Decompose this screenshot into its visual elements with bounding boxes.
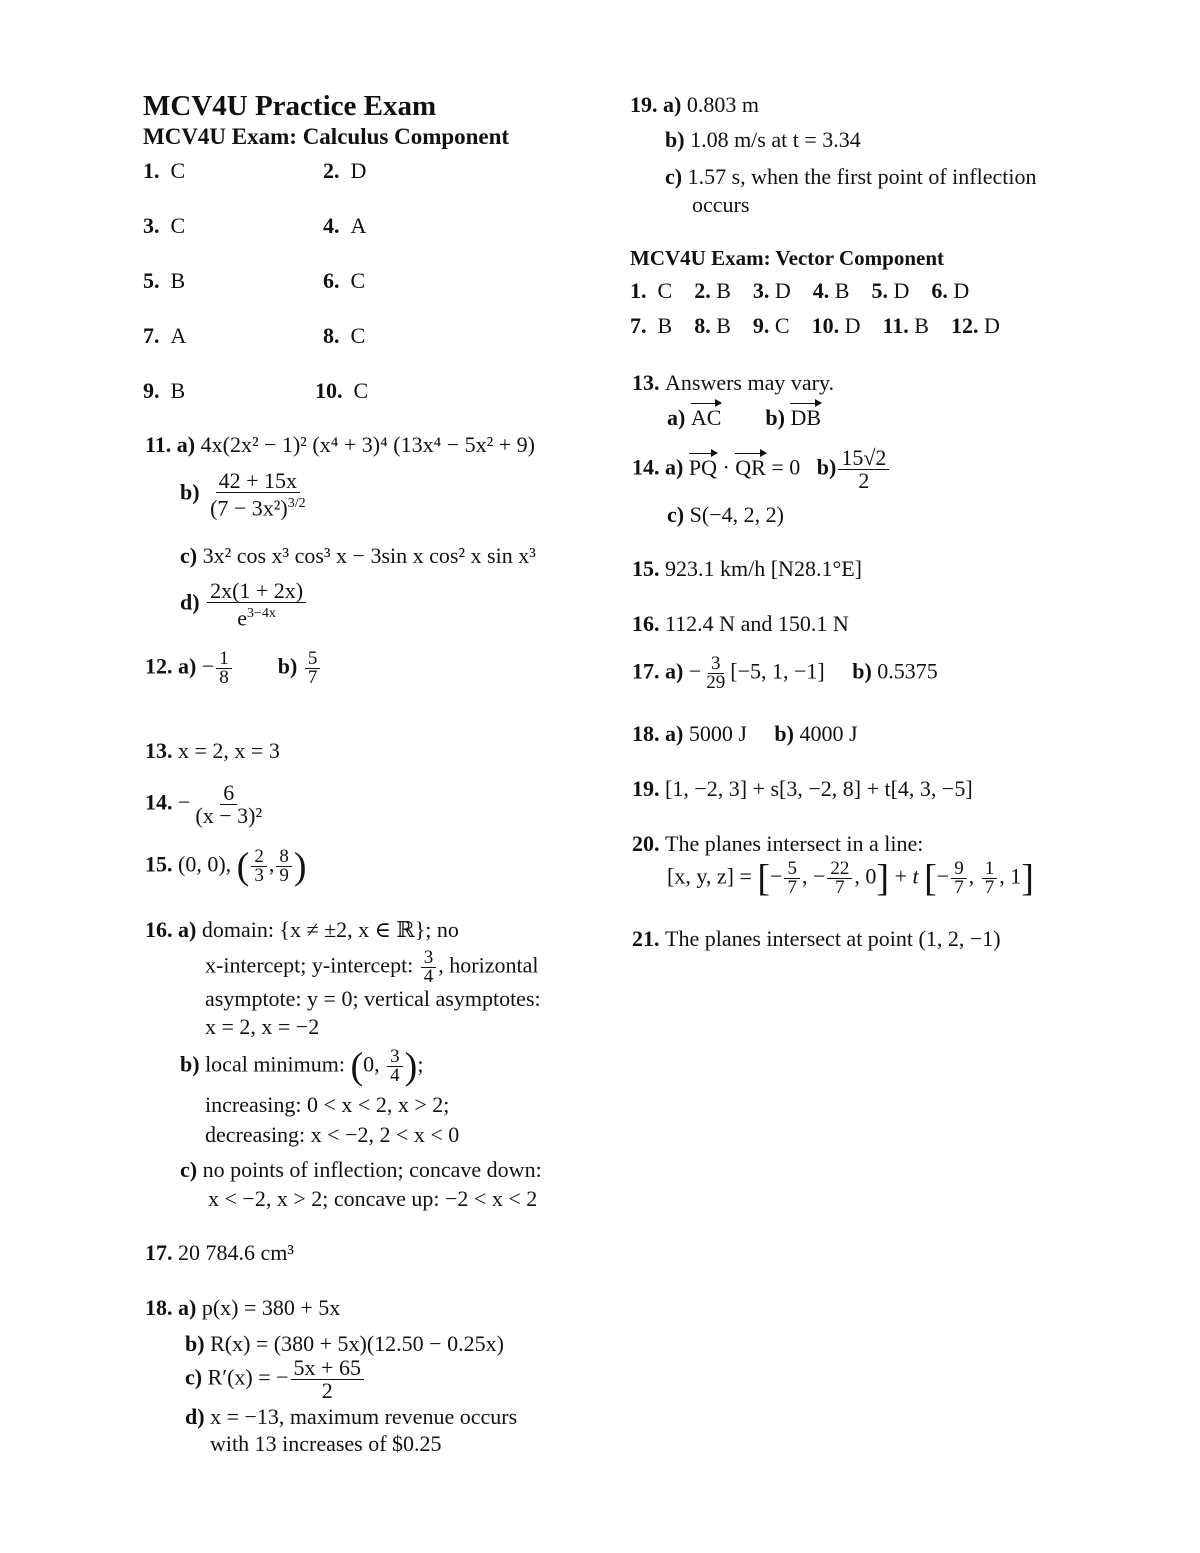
vector-heading: MCV4U Exam: Vector Component [630,246,945,270]
v13-ab: a) AC b) DB [667,405,822,430]
q16-b2: increasing: 0 < x < 2, x > 2; [205,1092,450,1117]
q11-d: d) $\frac{2x(1 + 2x)}{e^{3-4x}}$ [180,580,308,629]
q14: 14. − $\frac{6}{\text{(x − 3)²}}$ [145,780,263,828]
calculus-heading: MCV4U Exam: Calculus Component [143,124,510,149]
q19-c2: occurs [692,192,750,217]
q16-a3: asymptote: y = 0; vertical asymptotes: [205,986,541,1011]
mc-item: 5. B [143,268,186,293]
v14-ab: 14. a) PQ · QR = 0 b) $\frac{15√2}{2}$ [632,447,891,492]
q12: 12. a) − $\frac{1}{8}$ b) $\frac{5}{7}$ [145,650,322,687]
q16-a2: x-intercept; y-intercept: $\frac{3}{4}$ , horizontal [205,947,539,987]
v17: 17. a) − $\frac{3}{29}$ [−5, 1, −1] b) 0.5375 [632,653,938,693]
q16-a4: x = 2, x = −2 [205,1014,320,1039]
v18: 18. a) 5000 J b) 4000 J [632,721,858,746]
v20-eq: [x, y, z] = [− $\frac{5}{7}$ , − $\frac{22}{7}$ , 0] + t [− $\frac{9}{7}$ , $\frac{1}{7}$ , 1] [667,857,1034,900]
q11-c: c) 3x² cos x³ cos³ x − 3sin x cos² x sin x³ [180,543,536,568]
q11-a: 11. a) 4x(2x² − 1)² (x⁴ + 3)⁴ (13x⁴ − 5x² + 9) [145,432,536,457]
q16-c2: x < −2, x > 2; concave up: −2 < x < 2 [208,1186,538,1211]
mc-item: 10. C [315,378,369,403]
mc-item: 9. B [143,378,186,403]
q11-b: b) $\frac{42 + 15x}{(7 - 3x^2)^{3/2}}$ [180,468,306,521]
v16: 16. 112.4 N and 150.1 N [632,611,849,636]
q16-b3: decreasing: x < −2, 2 < x < 0 [205,1122,460,1147]
v21: 21. The planes intersect at point (1, 2, −1) [632,926,1001,951]
q15: 15. (0, 0), ( $\frac{2}{3}$ , $\frac{8}{9}$ ) [145,845,307,888]
q13: 13. x = 2, x = 3 [145,738,280,763]
v15: 15. 923.1 km/h [N28.1°E] [632,556,863,581]
q16-c1: c) no points of inflection; concave down: [180,1157,542,1182]
mc-item: 1. C [143,158,186,183]
q18-d1: d) x = −13, maximum revenue occurs [185,1404,518,1429]
page-title: MCV4U Practice Exam [143,90,437,122]
v13: 13. Answers may vary. [632,370,835,395]
q18-d2: with 13 increases of $0.25 [210,1431,442,1456]
mc-item: 7. A [143,323,187,348]
q19-c1: c) 1.57 s, when the first point of inflection [665,164,1037,189]
q16-a1: 16. a) domain: {x ≠ ±2, x ∈ ℝ}; no [145,917,459,942]
vector-mc-row-2: 7. B 8. B 9. C 10. D 11. B 12. D [630,313,1000,338]
vector-mc-row-1: 1. C 2. B 3. D 4. B 5. D 6. D [630,278,970,303]
v20: 20. The planes intersect in a line: [632,831,924,856]
q18-c: c) R′(x) = − $\frac{5x + 65}{2}$ [185,1357,366,1402]
q16-b1: b) local minimum: (0, $\frac{3}{4}$ ); [180,1045,424,1088]
q18-b: b) R(x) = (380 + 5x)(12.50 − 0.25x) [185,1331,504,1356]
q17: 17. 20 784.6 cm³ [145,1240,294,1265]
mc-item: 4. A [323,213,367,238]
v14-c: c) S(−4, 2, 2) [667,502,784,527]
mc-item: 2. D [323,158,367,183]
mc-item: 6. C [323,268,366,293]
q19-b: b) 1.08 m/s at t = 3.34 [665,127,861,152]
q18-a: 18. a) p(x) = 380 + 5x [145,1295,341,1320]
v19: 19. [1, −2, 3] + s[3, −2, 8] + t[4, 3, −5] [632,776,973,801]
mc-item: 3. C [143,213,186,238]
q19-a: 19. a) 0.803 m [630,92,759,117]
mc-item: 8. C [323,323,366,348]
